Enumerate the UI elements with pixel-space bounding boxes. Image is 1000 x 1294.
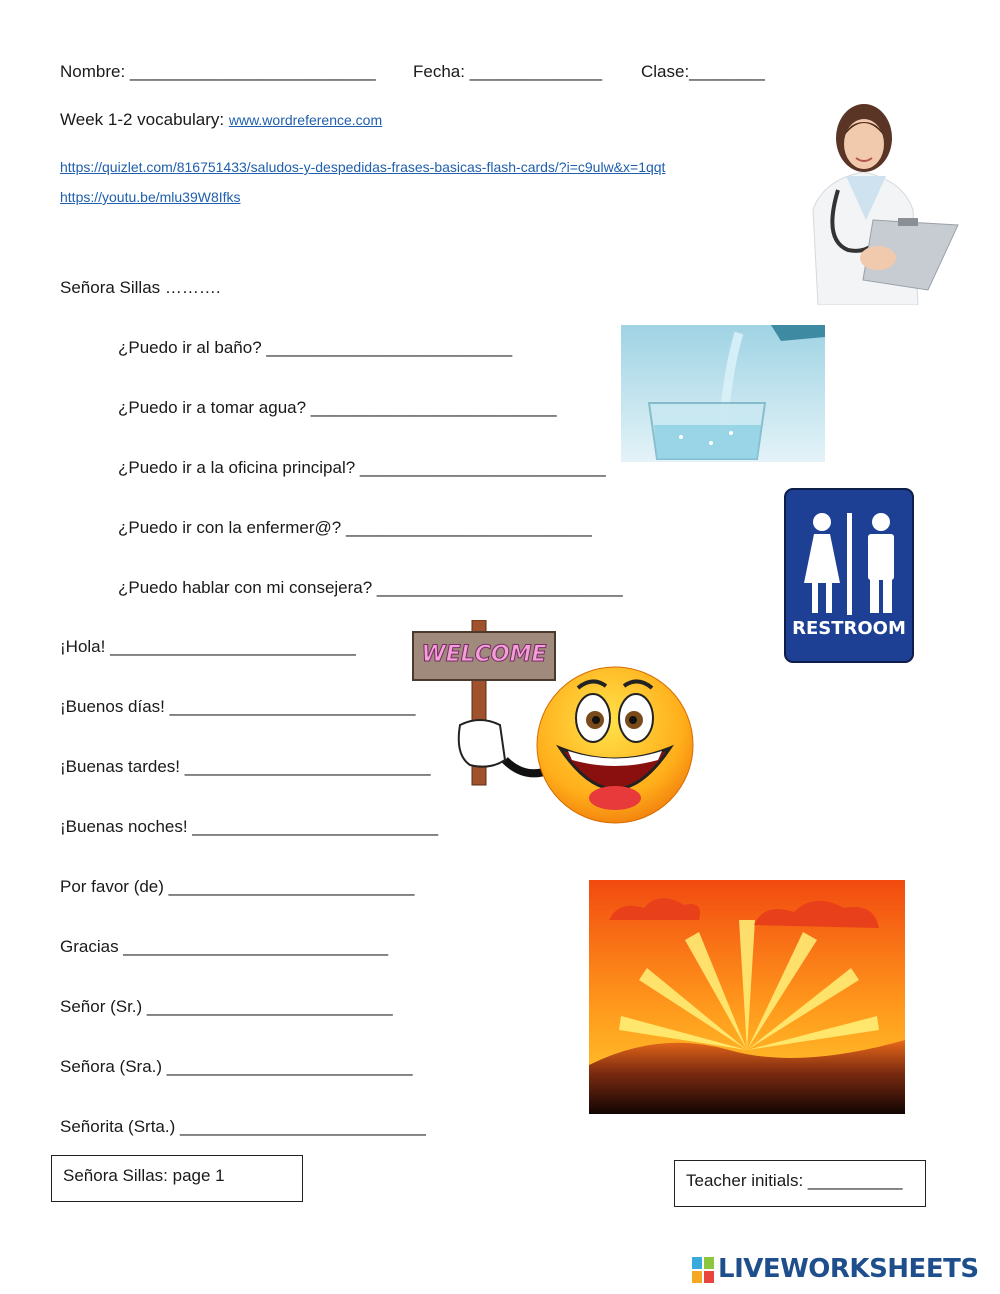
welcome-sign-text: WELCOME xyxy=(421,642,547,667)
water-glass-image xyxy=(621,325,825,462)
question-counselor[interactable]: ¿Puedo hablar con mi consejera? __________________________ xyxy=(118,578,623,597)
phrase-gracias[interactable]: Gracias ____________________________ xyxy=(60,937,389,956)
page-number-text: Señora Sillas: page 1 xyxy=(63,1166,225,1185)
name-field-label[interactable]: Nombre: __________________________ xyxy=(60,62,376,81)
logo-icon xyxy=(692,1257,714,1283)
teacher-initials-box[interactable] xyxy=(674,1160,926,1207)
vocab-title xyxy=(60,110,382,130)
page-number-box xyxy=(51,1155,303,1202)
restroom-sign-image xyxy=(784,488,914,663)
class-field-label[interactable]: Clase:________ xyxy=(641,62,765,81)
question-main-office[interactable]: ¿Puedo ir a la oficina principal? __________________________ xyxy=(118,458,606,477)
logo-text: LIVEWORKSHEETS xyxy=(718,1254,979,1284)
phrase-senorita[interactable]: Señorita (Srta.) __________________________ xyxy=(60,1117,426,1136)
quizlet-link[interactable]: https://quizlet.com/816751433/saludos-y-despedidas-frases-basicas-flash-cards/?i=c9ulw&x=1qqt xyxy=(60,159,666,175)
doctor-image xyxy=(778,100,963,305)
teacher-initials-text: Teacher initials: __________ xyxy=(686,1171,903,1190)
question-bathroom[interactable]: ¿Puedo ir al baño? __________________________ xyxy=(118,338,513,357)
welcome-smiley-image xyxy=(410,620,700,830)
wordreference-link[interactable]: www.wordreference.com xyxy=(228,112,383,128)
intro-line: Señora Sillas ………. xyxy=(60,278,221,297)
restroom-sign-text: RESTROOM xyxy=(792,618,906,639)
sunset-image xyxy=(589,880,905,1114)
question-nurse[interactable]: ¿Puedo ir con la enfermer@? __________________________ xyxy=(118,518,592,537)
youtube-link[interactable]: https://youtu.be/mlu39W8Ifks xyxy=(60,189,241,205)
phrase-hola[interactable]: ¡Hola! __________________________ xyxy=(60,637,356,656)
phrase-senora[interactable]: Señora (Sra.) __________________________ xyxy=(60,1057,413,1076)
date-field-label[interactable]: Fecha: ______________ xyxy=(413,62,603,81)
phrase-senor[interactable]: Señor (Sr.) __________________________ xyxy=(60,997,393,1016)
phrase-buenos-dias[interactable]: ¡Buenos días! __________________________ xyxy=(60,697,416,716)
phrase-por-favor[interactable]: Por favor (de) __________________________ xyxy=(60,877,415,896)
question-water[interactable]: ¿Puedo ir a tomar agua? __________________________ xyxy=(118,398,557,417)
liveworksheets-logo[interactable] xyxy=(692,1254,992,1286)
phrase-buenas-noches[interactable]: ¡Buenas noches! __________________________ xyxy=(60,817,439,836)
vocab-title-text: Week 1-2 vocabulary: xyxy=(60,110,225,129)
phrase-buenas-tardes[interactable]: ¡Buenas tardes! __________________________ xyxy=(60,757,431,776)
